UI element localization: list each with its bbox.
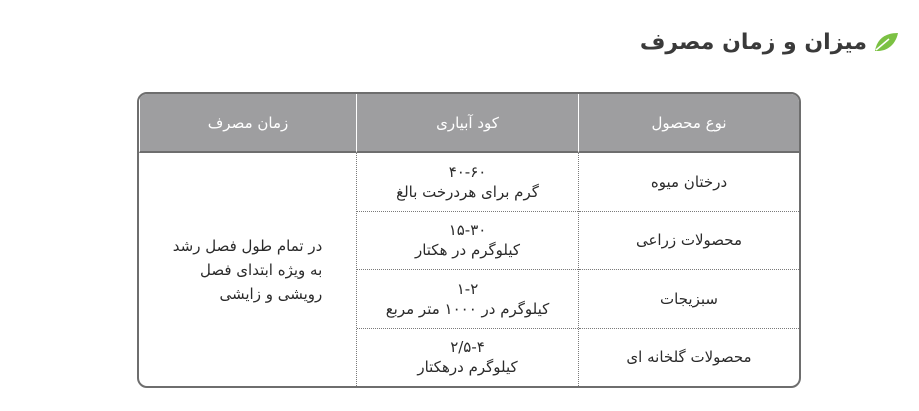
amount-column (356, 153, 578, 386)
usage-line: در تمام طول فصل رشد (172, 236, 323, 255)
amount-range: ۱۵-۳۰ (448, 221, 487, 239)
product-cell: سبزیجات (579, 270, 799, 329)
usage-table (137, 92, 801, 388)
amount-range: ۴۰-۶۰ (448, 162, 487, 181)
header-irrigation-fertilizer: کود آبیاری (356, 94, 578, 153)
amount-range: ۲/۵-۴ (450, 338, 485, 356)
amount-cell (357, 212, 578, 271)
usage-time-cell (139, 153, 356, 386)
product-column (578, 153, 799, 386)
product-cell: محصولات گلخانه ای (626, 348, 752, 367)
header-product-type: نوع محصول (578, 94, 799, 153)
amount-unit: کیلوگرم در هکتار (414, 241, 521, 260)
page-title: میزان و زمان مصرف (639, 29, 867, 55)
header-usage-time: زمان مصرف (139, 94, 356, 153)
leaf-icon (873, 31, 899, 53)
usage-line: رویشی و زایشی (219, 284, 323, 303)
amount-unit: کیلوگرم در ۱۰۰۰ متر مربع (385, 299, 550, 318)
product-cell: محصولات زراعی (579, 212, 799, 271)
amount-range: ۱-۲ (456, 279, 479, 298)
amount-cell (357, 270, 578, 329)
product-cell: درختان میوه (579, 153, 799, 212)
amount-unit: کیلوگرم درهکتار (417, 358, 518, 377)
amount-unit: گرم برای هردرخت بالغ (396, 182, 539, 201)
section-heading (640, 22, 899, 62)
usage-line: به ویژه ابتدای فصل (200, 260, 323, 279)
amount-cell (357, 329, 578, 387)
amount-cell (357, 153, 578, 212)
